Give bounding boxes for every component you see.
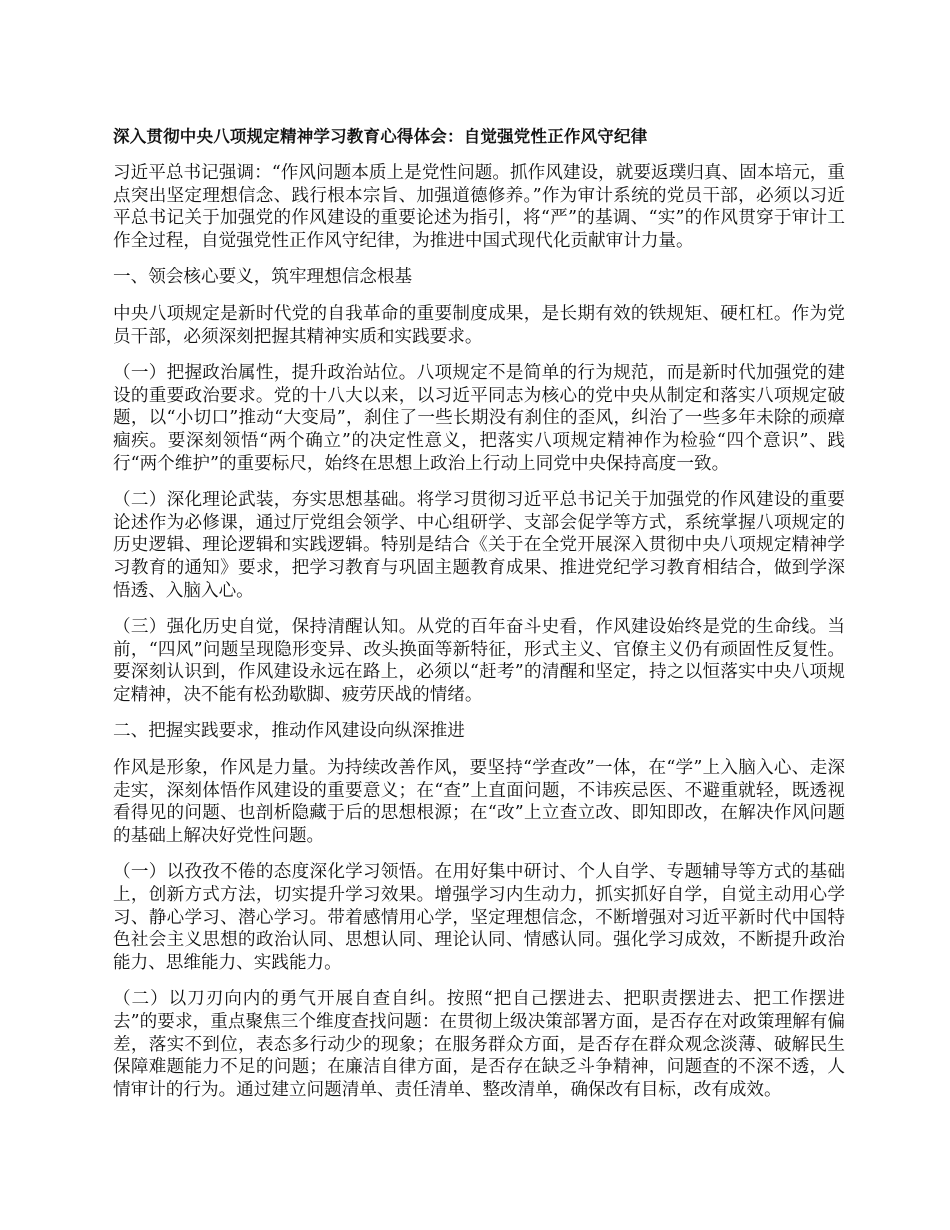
section-heading-1: 一、领会核心要义，筑牢理想信念根基: [113, 267, 413, 288]
section-2-point-2-paragraph: （二）以刀刃向内的勇气开展自查自纠。按照“把自己摆进去、把职责摆进去、把工作摆进去”的要求，重点聚焦三个维度查找问题：在贯彻上级决策部署方面，是否存在对政策理解有偏差，落实不到位，表态多行动少的现象；在服务群众方面，是否存在群众观念淡薄、破解民生保障难题能力不足的问题；在廉洁自律方面，是否存在缺乏斗争精神，问题查的不深不透，人情审计的行为。通过建立问题清单、责任清单、整改清单，确保改有目标，改有成效。: [113, 989, 845, 1100]
section-heading-2: 二、把握实践要求，推动作风建设向纵深推进: [113, 721, 465, 742]
section-1-point-1-paragraph: （一）把握政治属性，提升政治站位。八项规定不是简单的行为规范，而是新时代加强党的建设的重要政治要求。党的十八大以来，以习近平同志为核心的党中央从制定和落实八项规定破题，以“小切口”推动“大变局”，刹住了一些长期没有刹住的歪风，纠治了一些多年未除的顽瘴痼疾。要深刻领悟“两个确立”的决定性意义，把落实八项规定精神作为检验“四个意识”、践行“两个维护”的重要标尺，始终在思想上政治上行动上同党中央保持高度一致。: [113, 363, 845, 474]
section-1-point-2-paragraph: （二）深化理论武装，夯实思想基础。将学习贯彻习近平总书记关于加强党的作风建设的重要论述作为必修课，通过厅党组会领学、中心组研学、支部会促学等方式，系统掌握八项规定的历史逻辑、理论逻辑和实践逻辑。特别是结合《关于在全党开展深入贯彻中央八项规定精神学习教育的通知》要求，把学习教育与巩固主题教育成果、推进党纪学习教育相结合，做到学深悟透、入脑入心。: [113, 490, 845, 601]
section-1-intro-paragraph: 中央八项规定是新时代党的自我革命的重要制度成果，是长期有效的铁规矩、硬杠杠。作为党员干部，必须深刻把握其精神实质和实践要求。: [113, 303, 845, 347]
document-page: [113, 126, 845, 1115]
section-2-point-1-paragraph: （一）以孜孜不倦的态度深化学习领悟。在用好集中研讨、个人自学、专题辅导等方式的基础上，创新方式方法，切实提升学习效果。增强学习内生动力，抓实抓好自学，自觉主动用心学习、静心学习、潜心学习。带着感情用心学，坚定理想信念，不断增强对习近平新时代中国特色社会主义思想的政治认同、思想认同、理论认同、情感认同。强化学习成效，不断提升政治能力、思维能力、实践能力。: [113, 862, 845, 973]
intro-paragraph: 习近平总书记强调：“作风问题本质上是党性问题。抓作风建设，就要返璞归真、固本培元，重点突出坚定理想信念、践行根本宗旨、加强道德修养。”作为审计系统的党员干部，必须以习近平总书记关于加强党的作风建设的重要论述为指引，将“严”的基调、“实”的作风贯穿于审计工作全过程，自觉强党性正作风守纪律，为推进中国式现代化贡献审计力量。: [113, 163, 845, 251]
section-1-point-3-paragraph: （三）强化历史自觉，保持清醒认知。从党的百年奋斗史看，作风建设始终是党的生命线。当前，“四风”问题呈现隐形变异、改头换面等新特征，形式主义、官僚主义仍有顽固性反复性。要深刻认识到，作风建设永远在路上，必须以“赶考”的清醒和坚定，持之以恒落实中央八项规定精神，决不能有松劲歇脚、疲劳厌战的情绪。: [113, 617, 845, 705]
document-title: 深入贯彻中央八项规定精神学习教育心得体会：自觉强党性正作风守纪律: [113, 127, 648, 146]
section-2-intro-paragraph: 作风是形象，作风是力量。为持续改善作风，要坚持“学查改”一体，在“学”上入脑入心、走深走实，深刻体悟作风建设的重要意义；在“查”上直面问题，不讳疾忌医、不避重就轻，既透视看得见的问题、也剖析隐藏于后的思想根源；在“改”上立查立改、即知即改，在解决作风问题的基础上解决好党性问题。: [113, 758, 845, 846]
